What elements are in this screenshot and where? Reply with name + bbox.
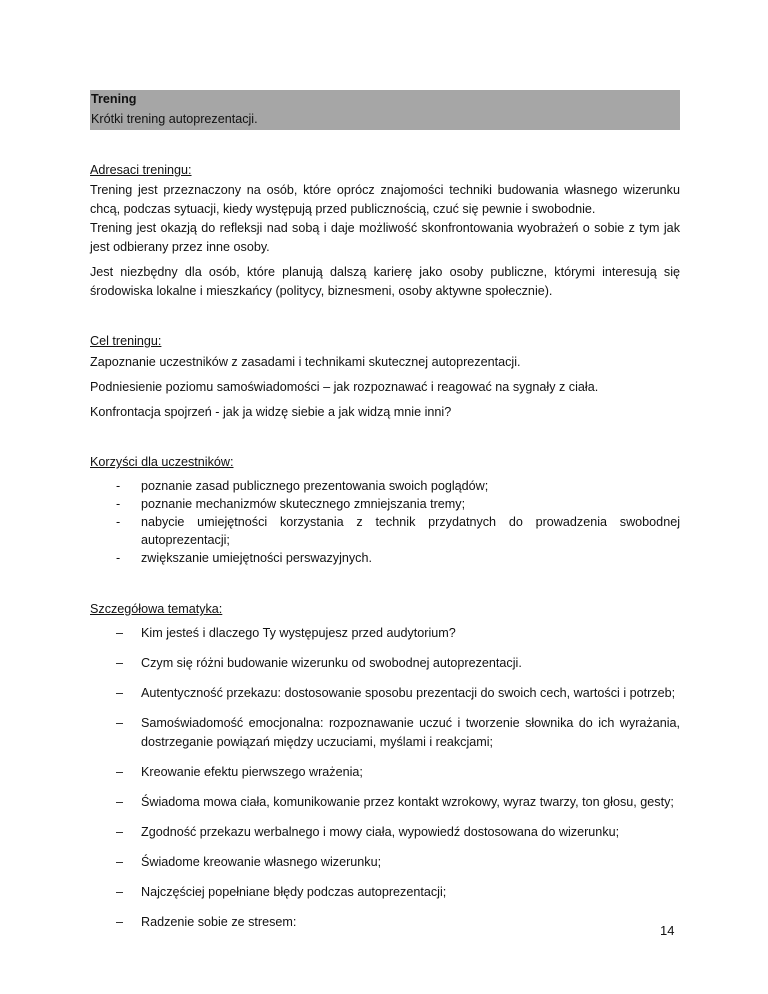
paragraph: Trening jest okazją do refleksji nad sobą i daje możliwość skonfrontowania wyobrażeń o sobie z tym jak jest odbierany przez inne osoby. (90, 221, 680, 254)
bullet-marker: – (116, 885, 124, 899)
bullet-marker: – (116, 825, 124, 839)
bullet-marker: – (116, 795, 124, 809)
page-number: 14 (660, 923, 675, 938)
bullet-marker: – (116, 656, 124, 670)
section-heading-tematyka: Szczegółowa tematyka: (90, 602, 223, 616)
list-item: – Kim jesteś i dlaczego Ty występujesz przed audytorium? (90, 624, 680, 643)
paragraph: Konfrontacja spojrzeń - jak ja widzę siebie a jak widzą mnie inni? (90, 405, 452, 419)
list-item: – Najczęściej popełniane błędy podczas autoprezentacji; (90, 883, 680, 902)
bullet-marker: - (116, 497, 121, 511)
list-item: – Zgodność przekazu werbalnego i mowy ciała, wypowiedź dostosowana do wizerunku; (90, 823, 680, 842)
list-item: – Autentyczność przekazu: dostosowanie sposobu prezentacji do swoich cech, wartości i potrzeb; (90, 684, 680, 703)
bullet-marker: – (116, 716, 124, 730)
section-heading-korzysci: Korzyści dla uczestników: (90, 455, 234, 469)
topic-list (90, 624, 680, 932)
section-heading-adresaci: Adresaci treningu: (90, 163, 192, 177)
section-heading-cel: Cel treningu: (90, 334, 162, 348)
bullet-marker: – (116, 855, 124, 869)
bullet-marker: - (116, 515, 121, 529)
document-title: Trening (91, 92, 137, 106)
list-item: - poznanie zasad publicznego prezentowania swoich poglądów; (116, 479, 489, 493)
list-item: - zwiększanie umiejętności perswazyjnych. (116, 551, 372, 565)
paragraph: Jest niezbędny dla osób, które planują dalszą karierę jako osoby publiczne, którymi interesują się środowiska lokalne i mieszkańcy (politycy, biznesmeni, osoby aktywne społecznie). (90, 265, 680, 298)
document-subtitle: Krótki trening autoprezentacji. (91, 112, 258, 126)
header-box (90, 90, 680, 130)
bullet-marker: - (116, 479, 121, 493)
paragraph: Podniesienie poziomu samoświadomości – jak rozpoznawać i reagować na sygnały z ciała. (90, 380, 599, 394)
list-item: – Kreowanie efektu pierwszego wrażenia; (90, 763, 680, 782)
bullet-marker: – (116, 686, 124, 700)
bullet-marker: – (116, 626, 124, 640)
list-item: - poznanie mechanizmów skutecznego zmniejszania tremy; (116, 497, 466, 511)
list-item: – Świadome kreowanie własnego wizerunku; (90, 853, 680, 872)
list-item: – Świadoma mowa ciała, komunikowanie przez kontakt wzrokowy, wyraz twarzy, ton głosu, gesty; (90, 793, 680, 812)
paragraph: Trening jest przeznaczony na osób, które oprócz znajomości techniki budowania własnego wizerunku chcą, podczas sytuacji, kiedy występują przed publicznością, czuć się pewnie i swobodnie. (90, 183, 680, 216)
bullet-list (90, 477, 680, 567)
document-page (90, 90, 680, 943)
paragraph: Zapoznanie uczestników z zasadami i technikami skutecznej autoprezentacji. (90, 355, 521, 369)
list-item: - nabycie umiejętności korzystania z technik przydatnych do prowadzenia swobodnej autoprezentacji; (116, 515, 680, 547)
bullet-marker: – (116, 765, 124, 779)
list-item: – Czym się różni budowanie wizerunku od swobodnej autoprezentacji. (90, 654, 680, 673)
list-item: – Samoświadomość emocjonalna: rozpoznawanie uczuć i tworzenie słownika do ich wyrażania, dostrzeganie powiązań między uczuciami, myślami i reakcjami; (116, 716, 680, 749)
bullet-marker: - (116, 551, 121, 565)
list-item: – Radzenie sobie ze stresem: (90, 913, 680, 932)
bullet-marker: – (116, 915, 124, 929)
